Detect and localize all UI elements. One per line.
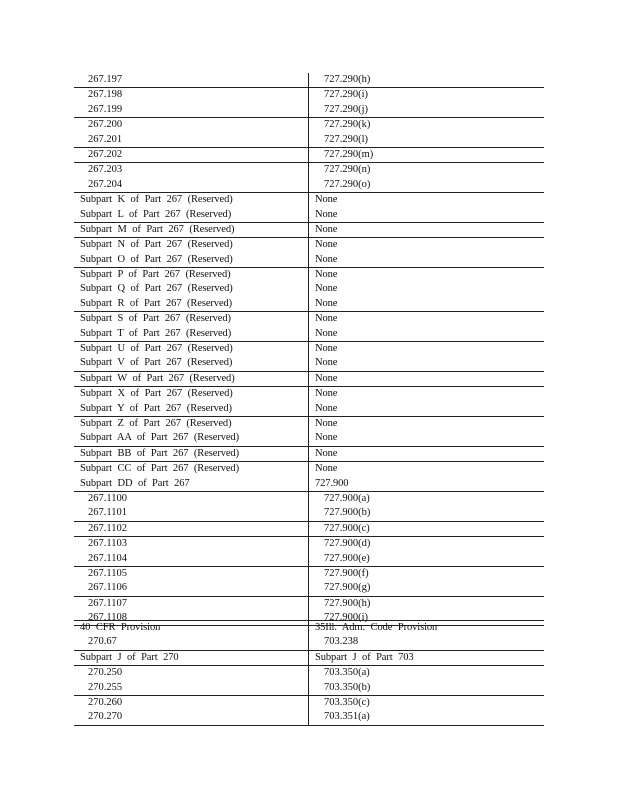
table-row: [74, 620, 544, 635]
table-row: [74, 311, 544, 326]
state-provision-cell: 35Ill. Adm. Code Provision: [315, 622, 438, 633]
table-row: [74, 416, 544, 431]
table-row: [74, 635, 544, 649]
table-row: [74, 356, 544, 370]
state-provision-cell: 703.350(b): [324, 681, 371, 693]
state-provision-cell: 727.900(i): [324, 612, 369, 624]
federal-provision-cell: Subpart N of Part 267 (Reserved): [80, 239, 233, 251]
table-row: [74, 178, 544, 192]
federal-provision-cell: 267.1105: [88, 567, 127, 579]
federal-provision-cell: 270.260: [88, 696, 123, 708]
table-row: [74, 681, 544, 695]
federal-provision-cell: Subpart BB of Part 267 (Reserved): [80, 447, 239, 459]
federal-provision-cell: Subpart AA of Part 267 (Reserved): [80, 432, 239, 444]
table-row: [74, 222, 544, 237]
table-row: [74, 695, 544, 710]
table-row: [74, 371, 544, 386]
table-row: [74, 521, 544, 536]
federal-provision-cell: 267.1100: [88, 492, 127, 504]
federal-provision-cell: Subpart W of Part 267 (Reserved): [80, 372, 235, 384]
state-provision-cell: None: [315, 417, 338, 429]
state-provision-cell: 703.351(a): [324, 711, 370, 723]
table-row: [74, 431, 544, 445]
table-row: [74, 253, 544, 267]
federal-provision-cell: 267.1102: [88, 522, 127, 534]
table-row: [74, 341, 544, 356]
state-provision-cell: None: [315, 388, 338, 400]
cross-reference-table-part-267: [74, 73, 544, 626]
federal-provision-cell: 267.203: [88, 164, 123, 176]
state-provision-cell: None: [315, 463, 338, 475]
state-provision-cell: None: [315, 283, 338, 295]
table-row: [74, 710, 544, 725]
state-provision-cell: None: [315, 327, 338, 339]
federal-provision-cell: 267.1103: [88, 538, 127, 550]
federal-provision-cell: 270.67: [88, 636, 117, 648]
federal-provision-cell: Subpart J of Part 270: [80, 651, 179, 663]
table-row: [74, 162, 544, 177]
state-provision-cell: 727.900(g): [324, 582, 371, 594]
state-provision-cell: None: [315, 297, 338, 309]
table-row: [74, 491, 544, 506]
federal-provision-cell: Subpart P of Part 267 (Reserved): [80, 269, 231, 281]
state-provision-cell: 727.900(h): [324, 597, 371, 609]
table-body: [74, 620, 544, 726]
state-provision-cell: None: [315, 357, 338, 369]
state-provision-cell: 727.290(o): [324, 178, 371, 190]
federal-provision-cell: Subpart M of Part 267 (Reserved): [80, 223, 235, 235]
state-provision-cell: 727.290(i): [324, 89, 369, 101]
table-row: [74, 461, 544, 476]
state-provision-cell: 727.900: [315, 477, 349, 489]
table-row: [74, 133, 544, 147]
federal-provision-cell: Subpart K of Part 267 (Reserved): [80, 194, 233, 206]
federal-provision-cell: 270.255: [88, 681, 123, 693]
federal-provision-cell: 267.204: [88, 178, 123, 190]
federal-provision-cell: 267.1101: [88, 507, 127, 519]
table-row: [74, 208, 544, 222]
federal-provision-cell: 267.197: [88, 74, 123, 85]
state-provision-cell: None: [315, 343, 338, 355]
table-row: [74, 650, 544, 665]
state-provision-cell: Subpart J of Part 703: [315, 651, 414, 663]
state-provision-cell: 727.290(j): [324, 103, 369, 115]
federal-provision-cell: 270.250: [88, 667, 123, 679]
table-row: [74, 237, 544, 252]
state-provision-cell: 703.350(c): [324, 696, 370, 708]
federal-provision-cell: 267.202: [88, 148, 123, 160]
state-provision-cell: 727.900(a): [324, 492, 370, 504]
table-row: [74, 87, 544, 102]
state-provision-cell: 727.900(e): [324, 552, 370, 564]
table-row: [74, 192, 544, 207]
state-provision-cell: 703.238: [324, 636, 359, 648]
state-provision-cell: 727.900(d): [324, 538, 371, 550]
table-body: [74, 73, 544, 626]
state-provision-cell: None: [315, 239, 338, 251]
table-row: [74, 446, 544, 461]
state-provision-cell: 727.290(k): [324, 119, 371, 131]
table-row: [74, 117, 544, 132]
state-provision-cell: 727.900(c): [324, 522, 370, 534]
table-row: [74, 297, 544, 311]
table-row: [74, 536, 544, 551]
state-provision-cell: None: [315, 402, 338, 414]
cross-reference-table-part-270: [74, 620, 544, 726]
federal-provision-cell: 267.1104: [88, 552, 127, 564]
state-provision-cell: None: [315, 223, 338, 235]
state-provision-cell: None: [315, 253, 338, 265]
federal-provision-cell: 267.1106: [88, 582, 127, 594]
federal-provision-cell: 267.1107: [88, 597, 127, 609]
table-row: [74, 73, 544, 87]
state-provision-cell: 727.290(l): [324, 133, 369, 145]
state-provision-cell: 727.290(m): [324, 148, 374, 160]
federal-provision-cell: 267.198: [88, 89, 123, 101]
federal-provision-cell: Subpart Q of Part 267 (Reserved): [80, 283, 233, 295]
state-provision-cell: None: [315, 432, 338, 444]
state-provision-cell: None: [315, 269, 338, 281]
table-row: [74, 477, 544, 491]
state-provision-cell: 703.350(a): [324, 667, 370, 679]
state-provision-cell: 727.900(f): [324, 567, 369, 579]
state-provision-cell: 727.900(b): [324, 507, 371, 519]
federal-provision-cell: Subpart Z of Part 267 (Reserved): [80, 417, 232, 429]
state-provision-cell: None: [315, 447, 338, 459]
federal-provision-cell: Subpart V of Part 267 (Reserved): [80, 357, 233, 369]
federal-provision-cell: Subpart T of Part 267 (Reserved): [80, 327, 232, 339]
table-row: [74, 147, 544, 162]
federal-provision-cell: Subpart CC of Part 267 (Reserved): [80, 463, 239, 475]
federal-provision-cell: Subpart L of Part 267 (Reserved): [80, 208, 232, 220]
federal-provision-cell: Subpart S of Part 267 (Reserved): [80, 313, 231, 325]
table-row: [74, 327, 544, 341]
federal-provision-cell: Subpart Y of Part 267 (Reserved): [80, 402, 232, 414]
federal-provision-cell: 267.199: [88, 103, 123, 115]
table-row: [74, 103, 544, 117]
federal-provision-cell: Subpart U of Part 267 (Reserved): [80, 343, 233, 355]
state-provision-cell: None: [315, 208, 338, 220]
state-provision-cell: None: [315, 194, 338, 206]
federal-provision-cell: 267.1108: [88, 612, 127, 624]
state-provision-cell: 727.290(h): [324, 74, 371, 85]
table-row: [74, 386, 544, 401]
federal-provision-cell: Subpart DD of Part 267: [80, 477, 190, 489]
table-row: [74, 506, 544, 520]
state-provision-cell: None: [315, 372, 338, 384]
federal-provision-cell: Subpart R of Part 267 (Reserved): [80, 297, 233, 309]
federal-provision-cell: 267.200: [88, 119, 123, 131]
table-row: [74, 581, 544, 595]
table-row: [74, 552, 544, 566]
federal-provision-cell: Subpart O of Part 267 (Reserved): [80, 253, 233, 265]
table-row: [74, 596, 544, 611]
federal-provision-cell: 40 CFR Provision: [80, 622, 161, 633]
table-row: [74, 665, 544, 680]
state-provision-cell: 727.290(n): [324, 164, 371, 176]
federal-provision-cell: 267.201: [88, 133, 123, 145]
federal-provision-cell: 270.270: [88, 711, 123, 723]
state-provision-cell: None: [315, 313, 338, 325]
table-row: [74, 402, 544, 416]
federal-provision-cell: Subpart X of Part 267 (Reserved): [80, 388, 233, 400]
table-row: [74, 267, 544, 282]
table-row: [74, 282, 544, 296]
table-row: [74, 566, 544, 581]
